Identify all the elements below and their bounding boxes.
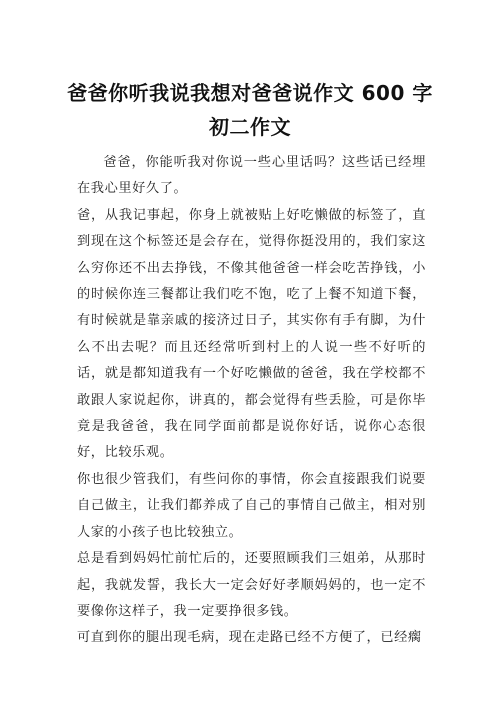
document-title: 爸爸你听我说我想对爸爸说作文 600 字初二作文 [67, 81, 433, 139]
paragraph-1: 爸爸，你能听我对你说一些心里话吗？这些话已经埋在我心里好久了。 [77, 155, 426, 197]
paragraph-2: 爸，从我记事起，你身上就被贴上好吃懒做的标签了，直到现在这个标签还是会存在，觉得你挺没用的，我们家这么穷你还不出去挣钱，不像其他爸爸一样会吃苦挣钱，小的时候你连三餐都让我们吃不饱，吃了上餐不知道下餐，有时候就是靠亲戚的接济过日子，其实你有手有脚，为什么不出去呢？而且还经常听到村上的人说一些不好听的话，就是都知道我有一个好吃懒做的爸爸，我在学校都不敢跟人家说起你，讲真的，都会觉得有些丢脸，可是你毕竟是我爸爸，我在同学面前都是说你好话，说你心态很好，比较乐观。 [77, 207, 426, 461]
paragraph-3: 你也很少管我们，有些问你的事情，你会直接跟我们说要自己做主，让我们都养成了自己的事情自己做主，相对别人家的小孩子也比较独立。 [77, 471, 426, 540]
paragraph-4: 总是看到妈妈忙前忙后的，还要照顾我们三姐弟，从那时起，我就发誓，我长大一定会好好孝顺妈妈的，也一定不要像你这样子，我一定要挣很多钱。 [77, 551, 426, 619]
paragraph-5: 可直到你的腿出现毛病，现在走路已经不方便了，已经瘸 [77, 630, 422, 646]
document-body [77, 150, 426, 652]
